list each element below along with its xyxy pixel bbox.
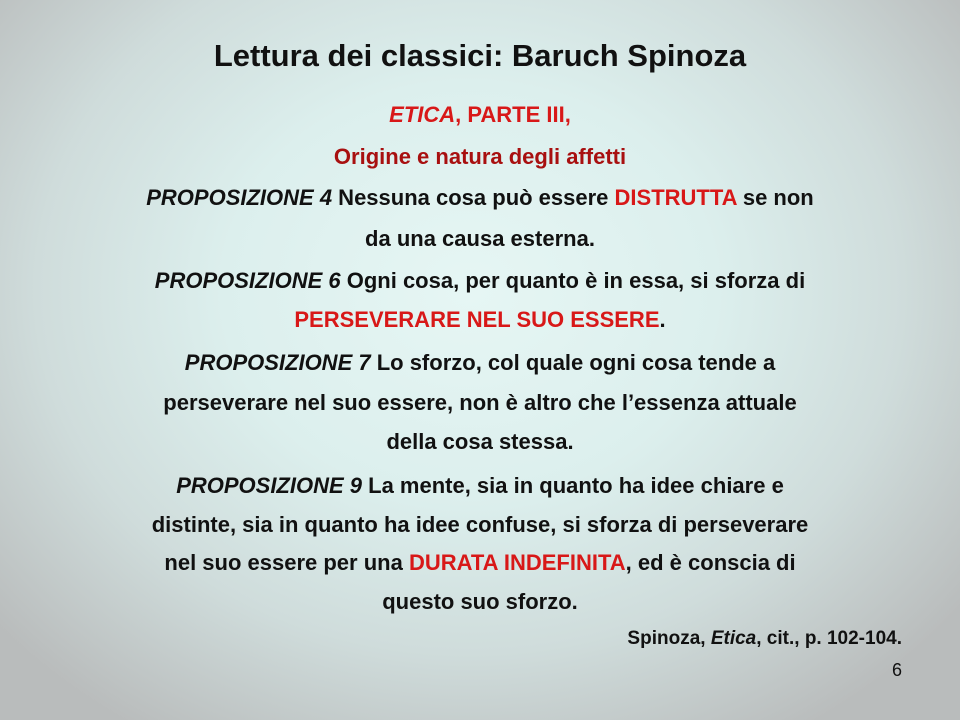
- citation-rest: , cit., p. 102-104.: [756, 628, 902, 649]
- work-part: , PARTE III,: [455, 102, 571, 127]
- prop9-line-1: PROPOSIZIONE 9 La mente, sia in quanto ha idee chiare e: [176, 473, 784, 498]
- prop4-line-1: PROPOSIZIONE 4 Nessuna cosa può essere DISTRUTTA se non: [146, 185, 814, 210]
- page-number: 6: [891, 660, 902, 680]
- subtitle-work-line: [0, 102, 960, 128]
- highlight-distrutta: DISTRUTTA: [614, 185, 737, 210]
- prop9-line-3: nel suo essere per una DURATA INDEFINITA, ed è conscia di: [164, 550, 796, 575]
- citation-author: Spinoza,: [627, 628, 711, 649]
- prop7-line-1: PROPOSIZIONE 7 Lo sforzo, col quale ogni cosa tende a: [184, 350, 776, 375]
- citation: [627, 628, 902, 650]
- subtitle-section: Origine e natura degli affetti: [333, 144, 627, 169]
- slide-title: Lettura dei classici: Baruch Spinoza: [213, 38, 747, 73]
- citation-work: Etica: [710, 628, 757, 649]
- highlight-durata: DURATA INDEFINITA: [408, 550, 626, 575]
- prop7-label: PROPOSIZIONE 7: [184, 350, 371, 375]
- highlight-perseverare: PERSEVERARE NEL SUO ESSERE: [294, 307, 660, 332]
- prop4-label: PROPOSIZIONE 4: [146, 185, 333, 210]
- prop9-line-2: distinte, sia in quanto ha idee confuse, si sforza di perseverare: [151, 512, 809, 537]
- prop7-line-3: della cosa stessa.: [386, 429, 574, 454]
- prop6-line-2: PERSEVERARE NEL SUO ESSERE.: [294, 307, 666, 332]
- prop6-label: PROPOSIZIONE 6: [154, 268, 341, 293]
- prop9-line-4: questo suo sforzo.: [382, 589, 578, 614]
- work-title: ETICA: [389, 102, 456, 127]
- prop6-line-1: PROPOSIZIONE 6 Ogni cosa, per quanto è in essa, si sforza di: [154, 268, 806, 293]
- prop7-line-2: perseverare nel suo essere, non è altro che l’essenza attuale: [163, 390, 797, 415]
- prop4-line-2: da una causa esterna.: [365, 226, 595, 251]
- prop9-label: PROPOSIZIONE 9: [176, 473, 363, 498]
